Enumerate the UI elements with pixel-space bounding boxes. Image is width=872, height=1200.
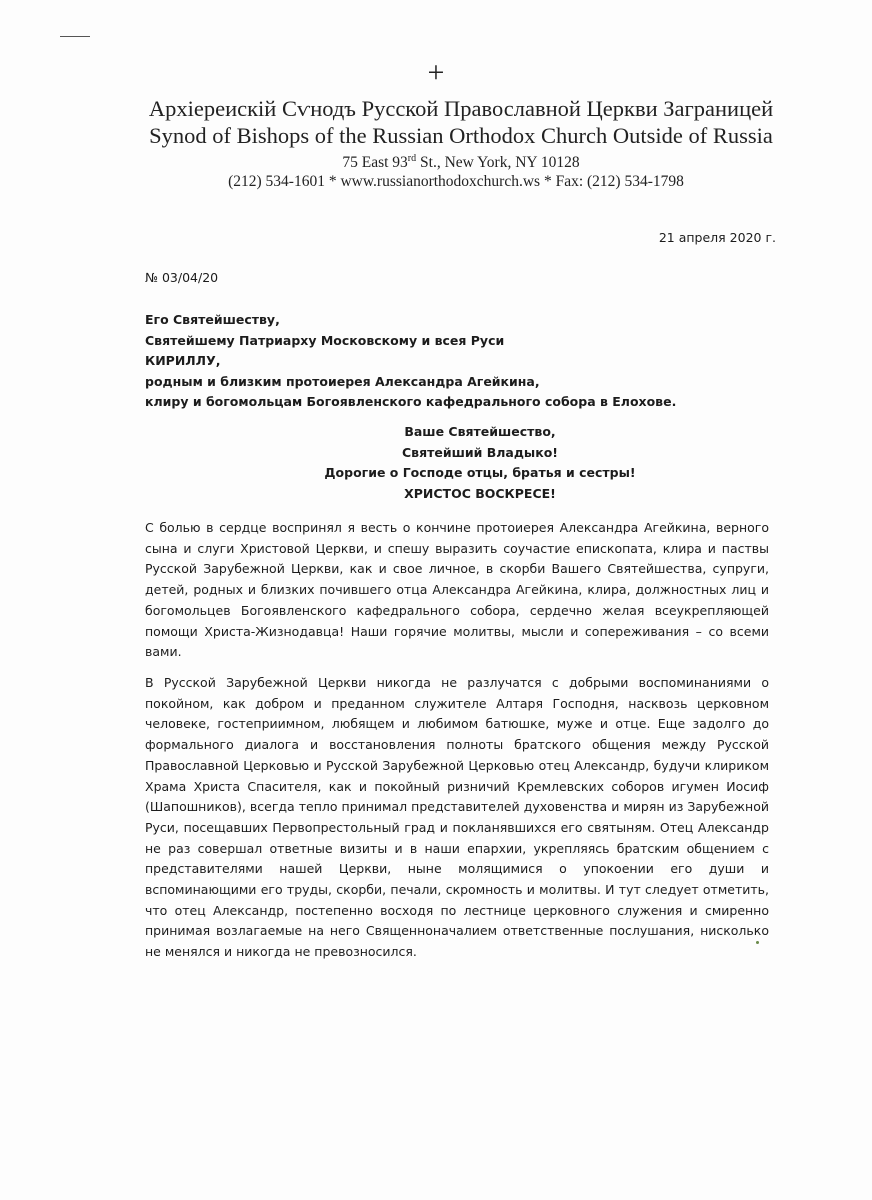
address-ordinal: rd (407, 152, 417, 164)
reference-number: № 03/04/20 (145, 270, 219, 285)
addressee-line: КИРИЛЛУ, (145, 353, 221, 368)
addressee-line: родным и близким протоиерея Александра Агейкина, (145, 373, 540, 389)
greeting-line: Дорогие о Господе отцы, братья и сестры! (324, 465, 636, 480)
letter-date: 21 апреля 2020 г. (658, 230, 776, 245)
greeting-line: Святейший Владыко! (401, 444, 559, 460)
greeting-line: ХРИСТОС ВОСКРЕСЕ! (404, 485, 556, 501)
addressee-line: Его Святейшеству, (145, 312, 280, 327)
addressee-line: Святейшему Патриарху Московскому и всея Руси (145, 332, 505, 348)
addressee-block (145, 310, 676, 413)
address-city: St., New York, NY 10128 (416, 154, 580, 171)
cross-symbol: + (427, 56, 445, 89)
letterhead-address (50, 153, 872, 172)
address-street: 75 East 93 (342, 154, 408, 171)
greeting-line: Ваше Святейшество, (404, 424, 556, 439)
letterhead-name-en: Synod of Bishops of the Russian Orthodox Church Outside of Russia (149, 123, 773, 148)
addressee-line: клиру и богомольцам Богоявленского кафедрального собора в Елохове. (145, 394, 677, 409)
body-paragraph-2: В Русской Зарубежной Церкви никогда не разлучатся с добрыми воспоминаниями о покойном, как добром и преданном служителе Алтаря Господня, насквозь церковном человеке, гостеприимном, любящем и любимом батюшке, муже и отце. Еще задолго до формального диалога и восстановления полноты братского общения между Русской Православной Церковью и Русской Зарубежной Церковью отец Александр, будучи клириком Храма Христа Спасителя, как и покойный ризничий Кремлевских соборов игумен Иосиф (Шапошников), всегда тепло принимал представителей духовенства и мирян из Зарубежной Руси, посещавших Первопрестольный град и покланявшихся его святыням. Отец Александр не раз совершал ответные визиты и в наши епархии, укрепляясь братским общением с представителями нашей Церкви, ныне молящимися о упокоении его души и вспоминающими его труды, скорби, печали, скромность и молитвы. И тут следует отметить, что отец Александр, постепенно восходя по лестнице церковного служения и смиренно принимая возлагаемые на него Священноначалием ответственные послушания, нисколько не менялся и никогда не превозносился. (145, 675, 769, 960)
letterhead-name-ru: Архіереискій Сѵнодъ Русской Православной Церкви Заграницей (148, 96, 774, 121)
letterhead-contacts: (212) 534-1601 * www.russianorthodoxchurch.ws * Fax: (212) 534-1798 (228, 173, 684, 190)
letterhead (0, 95, 872, 191)
scan-mark (60, 36, 90, 37)
body-paragraph-1: С болью в сердце воспринял я весть о кончине протоиерея Александра Агейкина, верного сына и слуги Христовой Церкви, и спешу выразить соучастие епископата, клира и паствы Русской Зарубежной Церкви, как и свое личное, в скорби Вашего Святейшества, супруги, детей, родных и близких почившего отца Александра Агейкина, клира, должностных лиц и богомольцев Богоявленского кафедрального собора, сердечно желая всеукрепляющей помощи Христа-Жизнодавца! Наши горячие молитвы, мысли и сопереживания – со всеми вами. (145, 520, 769, 660)
greeting-block (180, 422, 780, 504)
